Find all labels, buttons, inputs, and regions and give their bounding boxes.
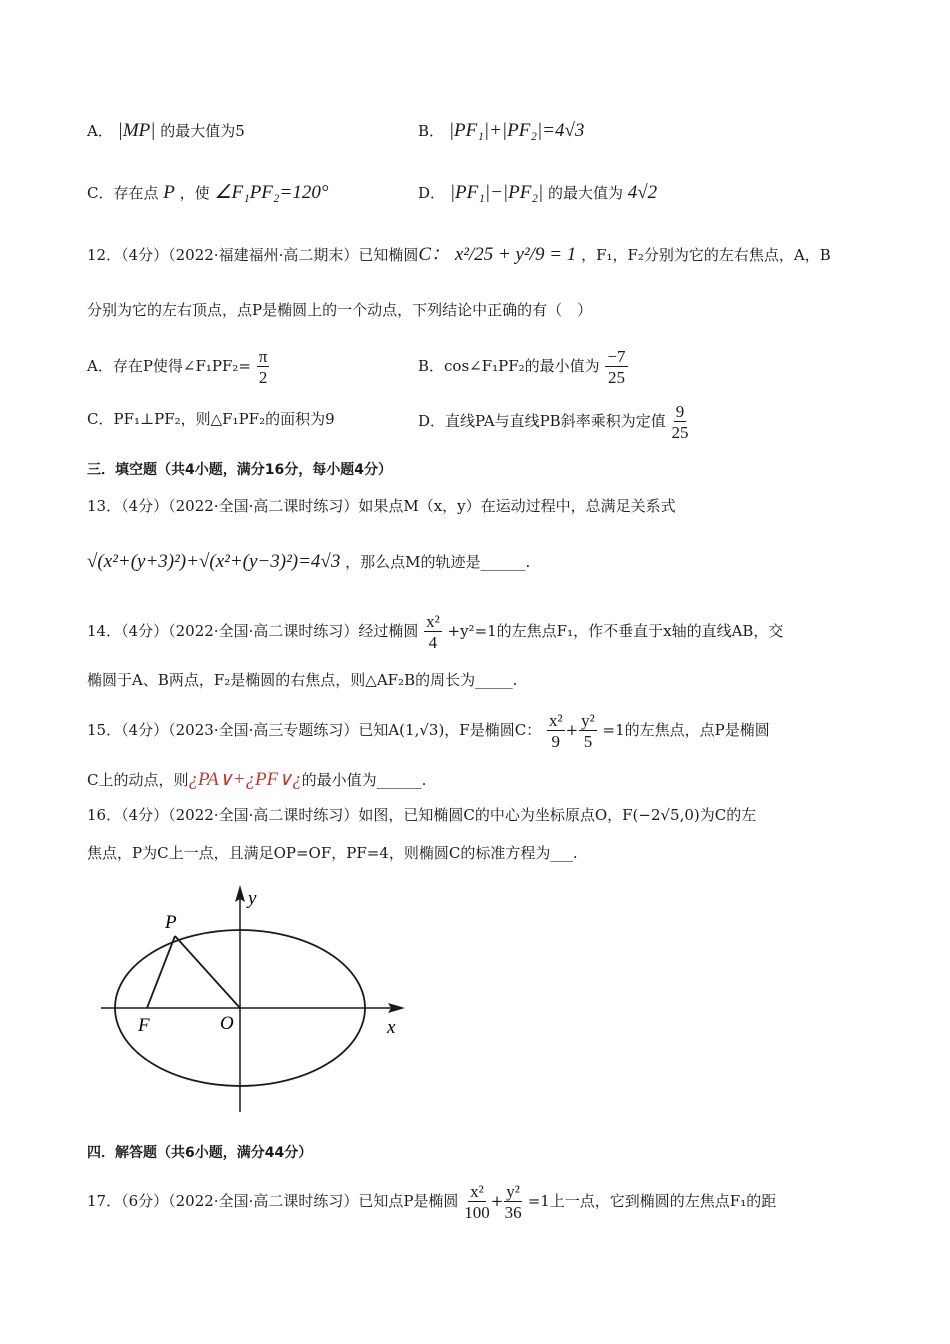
q12-stem-line2: 分别为它的左右顶点，点P是椭圆上的一个动点，下列结论中正确的有（ ） [87,301,593,319]
q14-stem-line1: 14．（4分）（2022·全国·高二课时练习）经过椭圆 $\frac{\text{x²}}{4}$ +y²=1的左焦点F₁，作不垂直于x轴的直线AB，交 [87,612,784,652]
q12-option-b: B．cos∠F₁PF₂的最小值为 $\frac{-7}{25}$ [418,347,626,387]
q12-option-c: C．PF₁⊥PF₂，则△F₁PF₂的面积为9 [87,410,335,428]
point-f-label: F [138,1015,150,1036]
q11-d-math: |PF₁|−|PF₂| [449,182,544,203]
q12-option-d: D．直线PA与直线PB斜率乘积为定值 $\frac{9}{25}$ [418,402,689,442]
fraction: $\frac{\text{y²}}{5}$ [581,711,595,751]
q13-formula: √(x²+(y+3)²)+√(x²+(y−3)²)=4√3 [87,551,341,572]
q11-c-math: ∠F₁PF₂=120° [214,182,329,203]
fraction: $\frac{\text{x²}}{100}$ [464,1182,490,1222]
q15-stem-line2: C上的动点，则¿PA∨+¿PF∨¿的最小值为______. [87,769,427,790]
q11-option-b: B． |PF₁|+|PF₂|=4√3 [418,120,585,141]
fraction: $\frac{\text{y²}}{36}$ [504,1182,522,1222]
q12-ellipse-equation: x²/25 + y²/9 = 1 [454,244,577,265]
section-3-heading: 三．填空题（共4小题，满分16分，每小题4分） [87,462,392,478]
q15-garbled-math: ¿PA∨+¿PF∨¿ [188,769,302,790]
fraction: $\frac{9}{25}$ [671,402,689,442]
ellipse-figure [95,880,415,1120]
x-axis-label: x [387,1017,396,1038]
q11-option-a: A． |MP| 的最大值为5 [87,120,245,141]
q16-stem-line1: 16．（4分）（2022·全国·高二课时练习）如图，已知椭圆C的中心为坐标原点O，F(−2√5,0)为C的左 [87,806,757,824]
q15-stem-line1: 15．（4分）（2023·全国·高三专题练习）已知A(1,√3)，F是椭圆C： $\frac{\text{x²}}{9}$ + $\frac{\text{y²}}{5}$ =1的左焦点，点P是椭圆 [87,711,770,751]
q12-option-a: A．存在P使得∠F₁PF₂= $\frac{\pi}{2}$ [87,347,268,387]
y-axis-label: y [248,888,257,909]
q17-stem-line1: 17．（6分）（2022·全国·高二课时练习）已知点P是椭圆 $\frac{\text{x²}}{100}$ + $\frac{\text{y²}}{36}$ =1上一点，它到椭圆的左焦点F₁的距 [87,1182,777,1222]
q11-a-math: |MP| [117,120,156,141]
fraction: $\frac{\pi}{2}$ [258,347,268,387]
section-4-heading: 四．解答题（共6小题，满分44分） [87,1145,313,1161]
q16-stem-line2: 焦点，P为C上一点，且满足OP=OF，PF=4，则椭圆C的标准方程为___. [87,844,578,862]
point-o-label: O [220,1013,234,1034]
point-p-label: P [165,912,177,933]
q11-b-math: |PF₁|+|PF₂|=4√3 [448,120,585,141]
q12-stem-line1: 12．（4分）（2022·福建福州·高二期末）已知椭圆C： x²/25 + y²/9 = 1 ，F₁，F₂分别为它的左右焦点，A，B [87,244,831,265]
q13-stem: 13．（4分）（2022·全国·高二课时练习）如果点M（x，y）在运动过程中，总满足关系式 [87,497,676,515]
fraction: $\frac{-7}{25}$ [607,347,626,387]
q11-option-c: C．存在点 P ，使 ∠F₁PF₂=120° [87,182,329,203]
q11-option-d: D． |PF₁|−|PF₂| 的最大值为 4√2 [418,182,658,203]
segment-po [175,936,240,1008]
q13-formula-line: √(x²+(y+3)²)+√(x²+(y−3)²)=4√3 ，那么点M的轨迹是______. [87,551,531,572]
q14-stem-line2: 椭圆于A、B两点，F₂是椭圆的右焦点，则△AF₂B的周长为_____. [87,671,518,689]
fraction: $\frac{\text{x²}}{4}$ [426,612,440,652]
fraction: $\frac{\text{x²}}{9}$ [548,711,563,751]
